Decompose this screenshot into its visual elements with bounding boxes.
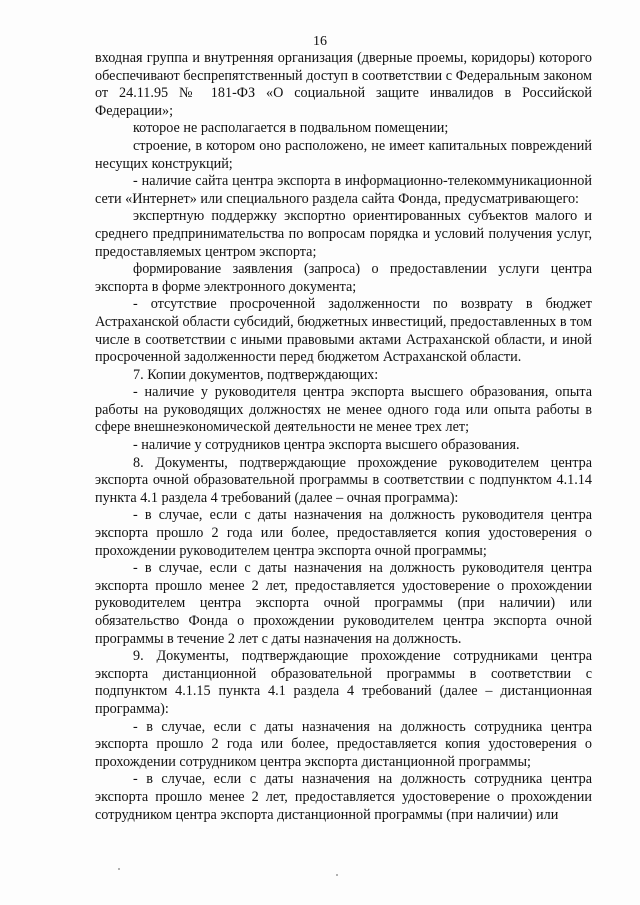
paragraph-5: экспертную поддержку экспортно ориентированных субъектов малого и среднего предпринимательства по вопросам порядка и условий получения услуг, предоставляемых центром экспорта; (95, 208, 592, 260)
paragraph-16: - в случае, если с даты назначения на должность сотрудника центра экспорта прошло менее 2 лет, предоставляется удостоверение о прохождении сотрудником центра экспорта дистанционной программы (при наличии) или (95, 771, 592, 823)
paragraph-7: - отсутствие просроченной задолженности по возврату в бюджет Астраханской области субсидий, бюджетных инвестиций, предоставленных в том числе в соответствии с иными правовыми актами Астраханской области, и иной просроченной задолженности перед бюджетом Астраханской области. (95, 296, 592, 366)
document-body (95, 50, 592, 824)
paragraph-1: входная группа и внутренняя организация (дверные проемы, коридоры) которого обеспечивают беспрепятственный доступ в соответствии с Федеральным законом от 24.11.95 № 181-ФЗ «О социальной защите инвалидов в Российской Федерации»; (95, 50, 592, 119)
paragraph-15: - в случае, если с даты назначения на должность сотрудника центра экспорта прошло 2 года или более, предоставляется копия удостоверения о прохождении сотрудником центра экспорта дистанционной программы; (95, 718, 592, 770)
paragraph-10: - наличие у сотрудников центра экспорта высшего образования. (133, 437, 520, 454)
paragraph-8: 7. Копии документов, подтверждающих: (133, 366, 379, 383)
paragraph-9: - наличие у руководителя центра экспорта высшего образования, опыта работы на руководящих должностях не менее одного года или опыта работы в сфере внешнеэкономической деятельности не менее трех лет; (95, 384, 592, 436)
page-number: 16 (313, 34, 327, 49)
paragraph-13: - в случае, если с даты назначения на должность руководителя центра экспорта прошло менее 2 лет, предоставляется удостоверение о прохождении руководителем центра экспорта очной программы (при наличии) или обязательство Фонда о прохождении руководителем центра экспорта очной программы в течение 2 лет с даты назначения на должность. (95, 560, 592, 647)
scan-speck (336, 874, 338, 876)
scan-speck (118, 868, 120, 870)
paragraph-12: - в случае, если с даты назначения на должность руководителя центра экспорта прошло 2 года или более, предоставляется копия удостоверения о прохождении руководителем центра экспорта очной программы; (95, 507, 592, 559)
paragraph-14: 9. Документы, подтверждающие прохождение сотрудниками центра экспорта дистанционной образовательной программы в соответствии с подпунктом 4.1.15 пункта 4.1 раздела 4 требований (далее – дистанционная программа): (95, 648, 592, 717)
paragraph-11: 8. Документы, подтверждающие прохождение руководителем центра экспорта очной образовательной программы в соответствии с подпунктом 4.1.14 пункта 4.1 раздела 4 требований (далее – очная программа): (95, 454, 592, 506)
paragraph-6: формирование заявления (запроса) о предоставлении услуги центра экспорта в форме электронного документа; (95, 261, 592, 295)
paragraph-2: которое не располагается в подвальном помещении; (133, 120, 449, 137)
paragraph-3: строение, в котором оно расположено, не имеет капитальных повреждений несущих конструкций; (95, 137, 592, 172)
paragraph-4: - наличие сайта центра экспорта в информационно-телекоммуникационной сети «Интернет» или специального раздела сайта Фонда, предусматривающего: (95, 173, 592, 207)
